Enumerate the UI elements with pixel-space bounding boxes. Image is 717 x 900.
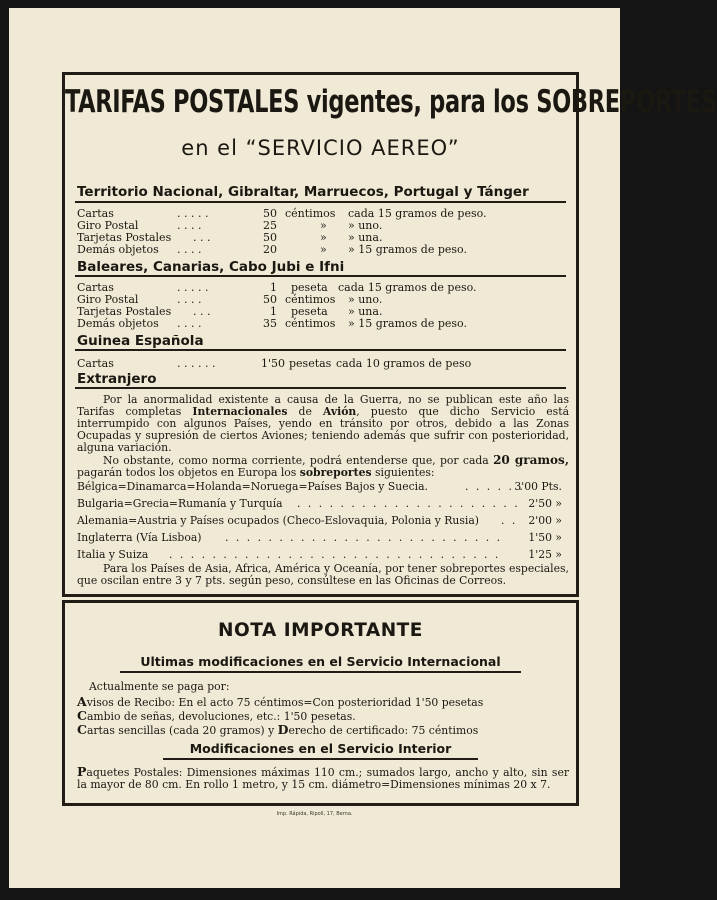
price-value: 2'00 » — [528, 514, 562, 527]
rate-detail: cada 15 gramos de peso. — [348, 207, 487, 220]
amount: 50 — [263, 293, 277, 306]
rate-detail: cada 10 gramos de peso — [336, 357, 472, 370]
amount: 20 — [263, 243, 277, 256]
rate-detail: » 15 gramos de peso. — [348, 243, 467, 256]
dot-leader: . . . . . — [177, 207, 209, 220]
table-row: Cartas — [77, 357, 114, 370]
table-row: Demás objetos — [77, 317, 159, 330]
rate-detail: » uno. — [348, 293, 383, 306]
price-value: 3'00 Pts. — [514, 480, 562, 493]
rate-detail: » una. — [348, 305, 383, 318]
dot-leader: . . . . — [177, 293, 202, 306]
section-heading-extranjero: Extranjero — [77, 371, 157, 387]
table-row: Cartas — [77, 207, 114, 220]
amount: 1'50 — [260, 357, 285, 370]
table-row: Demás objetos — [77, 243, 159, 256]
subheading-rule — [120, 671, 521, 673]
dot-leader: . . . . — [177, 219, 202, 232]
intro-text: Actualmente se paga por: — [89, 680, 230, 693]
unit: peseta — [291, 305, 328, 318]
dot-leader: . . . . — [177, 317, 202, 330]
cambio-line: Cambio de señas, devoluciones, etc.: 1'50 pesetas. — [77, 708, 356, 723]
list-item: Bélgica=Dinamarca=Holanda=Noruega=Países Bajos y Suecia. — [77, 480, 428, 493]
dot-leader: . . . . . — [177, 281, 209, 294]
dot-leader: . . . . . . . . . . . . . . . . . . . . . — [297, 497, 520, 510]
price-value: 1'25 » — [528, 548, 562, 561]
list-item: Inglaterra (Vía Lisboa) — [77, 531, 202, 544]
list-item: Bulgaria=Grecia=Rumanía y Turquía — [77, 497, 283, 510]
amount: 35 — [263, 317, 277, 330]
list-item: Alemania=Austria y Países ocupados (Checo-Eslovaquia, Polonia y Rusia) — [77, 514, 480, 527]
subheading-rule — [163, 758, 478, 760]
unit: céntimos — [285, 317, 336, 330]
table-row: Giro Postal — [77, 293, 139, 306]
rate-detail: » 15 gramos de peso. — [348, 317, 467, 330]
section-rule — [75, 275, 566, 277]
tarifas-box — [62, 72, 717, 597]
unit: céntimos — [285, 293, 336, 306]
paquetes-paragraph: Paquetes Postales: Dimensiones máximas 110 cm.; sumados largo, ancho y alto, sin ser la mayor de 80 cm. En rollo 1 metro, y 15 cm. diámetro=Dimensiones mínimas 20 x 7. — [77, 764, 569, 792]
dot-leader: . . . . . . . . . . . . . . . . . . . . . . . . . . . . . . . — [169, 548, 501, 561]
unit: pesetas — [289, 357, 332, 370]
poster-sheet — [9, 8, 717, 888]
subheading-interior: Modificaciones en el Servicio Interior — [189, 741, 452, 756]
price-value: 1'50 » — [528, 531, 562, 544]
amount: 1 — [270, 281, 277, 294]
amount: 25 — [263, 219, 277, 232]
unit: » — [320, 243, 327, 256]
section-rule — [75, 387, 566, 389]
unit: » — [320, 219, 327, 232]
dot-leader: . . . . . . — [465, 480, 525, 493]
paragraph-asia: Para los Países de Asia, Africa, América y Oceanía, por tener sobreportes especiales, que oscilan entre 3 y 7 pts. según peso, consúltese en las Oficinas de Correos. — [77, 562, 569, 588]
rate-detail: » uno. — [348, 219, 383, 232]
cartas-line: Cartas sencillas (cada 20 gramos) y Derecho de certificado: 75 céntimos — [77, 722, 479, 737]
amount: 50 — [263, 207, 277, 220]
table-row: Giro Postal — [77, 219, 139, 232]
dot-leader: . . . . . . . . . . . . . . . . . . . . . . . . . . — [225, 531, 503, 544]
section-heading-baleares: Baleares, Canarias, Cabo Jubi e Ifni — [77, 259, 345, 275]
dot-leader: . . . — [193, 231, 211, 244]
rate-detail: » una. — [348, 231, 383, 244]
unit: peseta — [291, 281, 328, 294]
unit: céntimos — [285, 207, 336, 220]
dot-leader: . . . — [193, 305, 211, 318]
printer-imprint: Imp. Rápida, Ripoll, 17, Berna. — [276, 811, 353, 817]
unit: » — [320, 231, 327, 244]
table-row: Tarjetas Postales — [77, 231, 172, 244]
nota-title: NOTA IMPORTANTE — [218, 620, 423, 641]
section-rule — [75, 201, 566, 203]
list-item: Italia y Suiza — [77, 548, 149, 561]
table-row: Tarjetas Postales — [77, 305, 172, 318]
nota-box — [62, 600, 579, 806]
table-row: Cartas — [77, 281, 114, 294]
rate-detail: cada 15 gramos de peso. — [338, 281, 477, 294]
price-value: 2'50 » — [528, 497, 562, 510]
paragraph-guerra: Por la anormalidad existente a causa de la Guerra, no se publican este año las Tarifas completas Internacionales de Avión, puesto que dicho Servicio está interrumpido con algunos Países, yendo en tránsito por otros, debido a las Zonas Ocupadas y supresión de ciertos Aviones; teniendo además que sufrir con posterioridad, alguna variación. — [77, 393, 570, 455]
main-title: TARIFAS POSTALES vigentes, para los SOBREPORTES — [65, 83, 717, 120]
dot-leader: . . — [501, 514, 518, 527]
subheading-internacional: Ultimas modificaciones en el Servicio Internacional — [140, 654, 501, 669]
main-subtitle: en el “SERVICIO AEREO” — [181, 136, 460, 160]
avisos-line: Avisos de Recibo: En el acto 75 céntimos=Con posterioridad 1'50 pesetas — [77, 694, 484, 709]
section-heading-guinea: Guinea Española — [77, 333, 204, 349]
section-rule — [75, 349, 566, 351]
amount: 1 — [270, 305, 277, 318]
section-heading-nacional: Territorio Nacional, Gibraltar, Marruecos, Portugal y Tánger — [77, 184, 529, 200]
dot-leader: . . . . — [177, 243, 202, 256]
amount: 50 — [263, 231, 277, 244]
paragraph-norma: No obstante, como norma corriente, podrá entenderse que, por cada 20 gramos, pagarán todos los objetos en Europa los sobreportes siguientes: — [77, 453, 569, 480]
dot-leader: . . . . . . — [177, 357, 216, 370]
